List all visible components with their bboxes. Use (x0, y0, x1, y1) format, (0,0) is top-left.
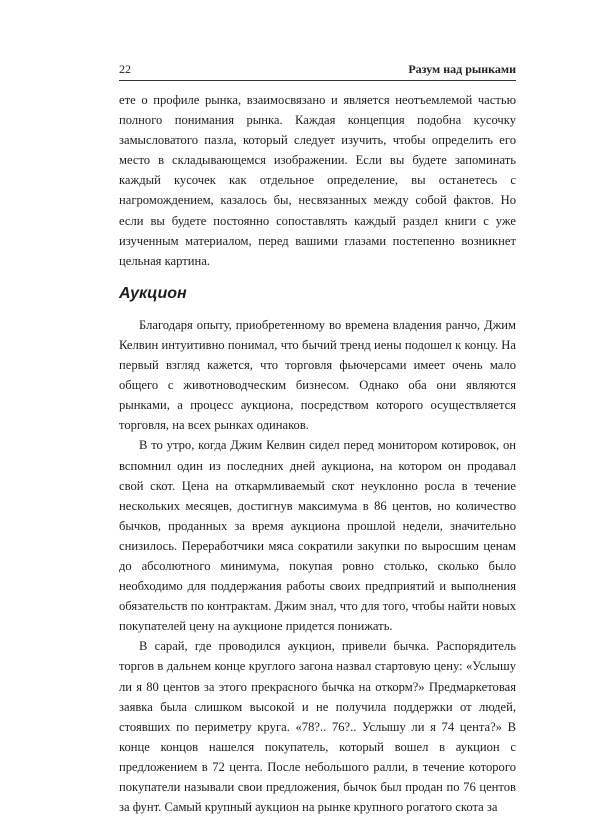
section-heading: Аукцион (119, 284, 187, 302)
running-header (119, 62, 516, 81)
intro-paragraph: ете о профиле рынка, взаимосвязано и является неотъемлемой частью полного понимания рынка. Каждая концепция подобна кусочку замысловатого пазла, который следует изучить, чтобы определить его место в складывающемся изображении. Если вы будете запоминать каждый кусочек как отдельное определение, вы останетесь с нагромождением, казалось бы, несвязанных между собой фактов. Но если вы будете постоянно сопоставлять каждый раздел книги с уже изученным материалом, перед вашими глазами постепенно возникнет цельная картина. (119, 93, 516, 268)
book-title: Разум над рынками (408, 62, 516, 76)
paragraph-auction-barn: В сарай, где проводился аукцион, привели бычка. Распорядитель торгов в дальнем конце круглого загона назвал стартовую цену: «Услышу ли я 80 центов за этого прекрасного бычка на откорм?» Предмаркетовая заявка была слишком высокой и не получила поддержки от людей, стоявших по периметру круга. «78?.. 76?.. Услышу ли я 74 цента?» В конце концов нашелся покупатель, который вошел в аукцион с предложением в 72 цента. После небольшого ралли, в течение которого покупатели называли свои предложения, бычок был продан по 76 центов за фунт. Самый крупный аукцион на рынке крупного рогатого скота за (119, 639, 516, 815)
page-number: 22 (119, 62, 131, 76)
paragraph-ranch-experience: Благодаря опыту, приобретенному во времена владения ранчо, Джим Келвин интуитивно понимал, что бычий тренд иены подошел к концу. На первый взгляд кажется, что торговля фьючерсами имеет очень мало общего с животноводческим бизнесом. Однако оба они являются рынками, а процесс аукциона, посредством которого осуществляется торговля, на всех рынках одинаков. (119, 317, 516, 433)
paragraph-cattle-auction-memory: В то утро, когда Джим Келвин сидел перед монитором котировок, он вспомнил один из последних дней аукциона, на котором он продавал свой скот. Цена на откармливаемый скот неуклонно росла в течение нескольких месяцев, достигнув максимума в 86 центов, но количество бычков, проданных за время аукциона прошлой недели, значительно снизилось. Переработчики мяса сократили закупки по выросшим ценам до абсолютного минимума, покупая ровно столько, сколько было необходимо для поддержания работы своих предприятий и выполнения обязательств по контрактам. Джим знал, что для того, чтобы найти новых покупателей цену на аукционе придется понижать. (119, 438, 516, 634)
body-text (119, 90, 516, 817)
